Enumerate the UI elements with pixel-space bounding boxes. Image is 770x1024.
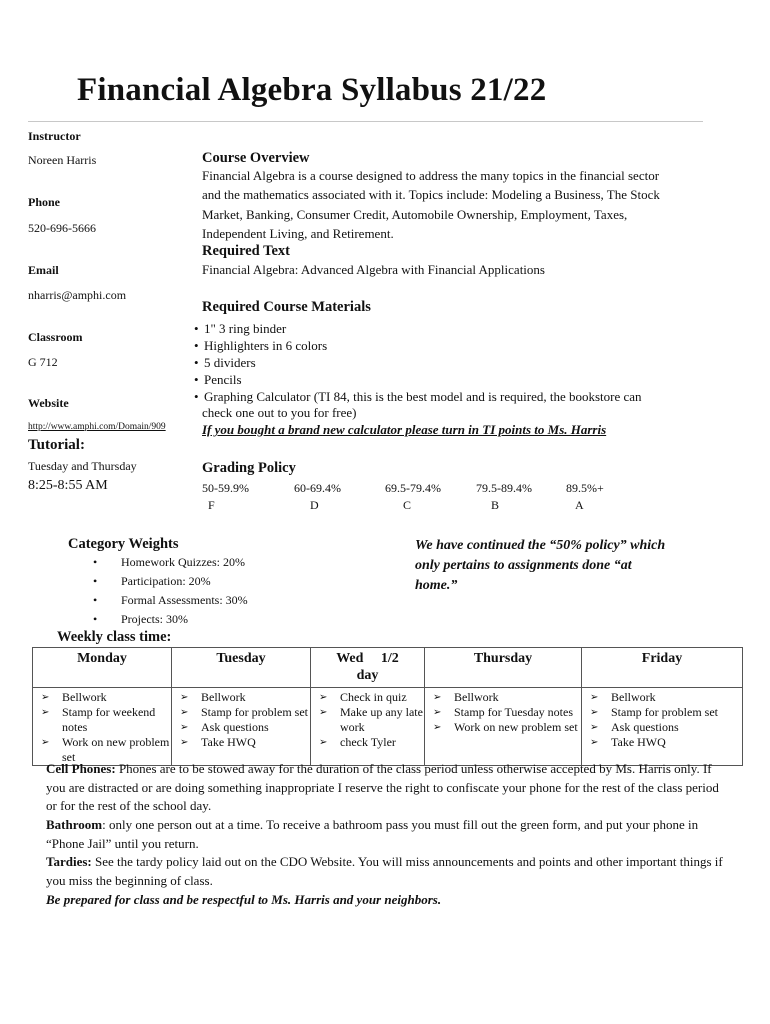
list-item: • Formal Assessments: 30% bbox=[68, 591, 368, 610]
grade-range: 69.5-79.4% bbox=[385, 481, 441, 495]
grading-heading: Grading Policy bbox=[202, 460, 296, 476]
overview-line: Market, Banking, Consumer Credit, Automobile Ownership, Employment, Taxes, bbox=[202, 206, 628, 222]
list-item: ➢ Stamp for weekend notes bbox=[33, 705, 171, 735]
tuesday-cell bbox=[172, 688, 311, 766]
bathroom-text: : only one person out at a time. To receive a bathroom pass you must fill out the green form, and put your phone in “Phone Jail” until you return. bbox=[46, 817, 699, 851]
tardy-policy bbox=[46, 853, 726, 890]
list-item: • Pencils bbox=[194, 371, 714, 388]
required-text-heading: Required Text bbox=[202, 243, 290, 259]
required-text-value: Financial Algebra: Advanced Algebra with Financial Applications bbox=[202, 262, 545, 277]
weekly-heading: Weekly class time: bbox=[57, 629, 172, 645]
grade-range: 60-69.4% bbox=[294, 481, 341, 495]
category-heading: Category Weights bbox=[68, 536, 179, 552]
page-title: Financial Algebra Syllabus 21/22 bbox=[77, 72, 547, 108]
grade-letter: F bbox=[208, 498, 215, 512]
list-item: ➢ Make up any late work bbox=[311, 705, 424, 735]
overview-heading: Course Overview bbox=[202, 150, 310, 166]
list-item: ➢ Check in quiz bbox=[311, 690, 424, 705]
list-item: • Graphing Calculator (TI 84, this is the best model and is required, the bookstore can bbox=[194, 388, 714, 405]
list-item: • 5 dividers bbox=[194, 354, 714, 371]
instructor-label: Instructor bbox=[28, 129, 81, 143]
cell-phone-policy bbox=[46, 760, 726, 816]
day-header-thursday: Thursday bbox=[425, 648, 582, 688]
bathroom-label: Bathroom bbox=[46, 817, 103, 832]
overview-line: and the mathematics associated with it. Topics include: Modeling a Business, The Stock bbox=[202, 187, 660, 203]
grade-letter: D bbox=[310, 498, 319, 512]
overview-line: Financial Algebra is a course designed to address the many topics in the financial sector bbox=[202, 168, 660, 183]
bathroom-policy bbox=[46, 816, 726, 853]
website-link[interactable]: http://www.amphi.com/Domain/909 bbox=[28, 422, 166, 432]
cell-phone-label: Cell Phones: bbox=[46, 761, 116, 776]
cell-phone-text: Phones are to be stowed away for the duration of the class period unless otherwise accepted by Ms. Harris only. If you are distracted or are doing something inappropriate I reserve the right to confiscate your phone for the rest of the class period or for the rest of the school day. bbox=[46, 761, 719, 813]
grading-table bbox=[0, 481, 770, 517]
phone-value: 520-696-5666 bbox=[28, 221, 96, 235]
tutorial-days: Tuesday and Thursday bbox=[28, 459, 137, 473]
overview-line: Independent Living, and Retirement. bbox=[202, 225, 394, 241]
list-item: ➢ Take HWQ bbox=[172, 735, 310, 750]
thursday-cell bbox=[425, 688, 582, 766]
category-list bbox=[68, 553, 368, 629]
table-header-row bbox=[33, 648, 743, 688]
weekly-schedule-table bbox=[32, 647, 743, 766]
list-item: ➢ Work on new problem set bbox=[33, 735, 171, 765]
title-divider bbox=[28, 121, 703, 122]
grade-range: 79.5-89.4% bbox=[476, 481, 532, 495]
list-item: ➢ Stamp for problem set bbox=[582, 705, 742, 720]
day-header-tuesday: Tuesday bbox=[172, 648, 311, 688]
tardy-label: Tardies: bbox=[46, 854, 92, 869]
monday-cell bbox=[33, 688, 172, 766]
classroom-value: G 712 bbox=[28, 355, 58, 369]
grade-letter: B bbox=[491, 498, 500, 512]
list-item: ➢ Ask questions bbox=[172, 720, 310, 735]
tardy-text: See the tardy policy laid out on the CDO Website. You will miss announcements and points and other important things if you miss the beginning of class. bbox=[46, 854, 723, 888]
day-header-wednesday: Wed 1/2 day bbox=[311, 648, 425, 688]
email-label: Email bbox=[28, 263, 59, 277]
materials-heading: Required Course Materials bbox=[202, 299, 371, 315]
list-item: ➢ Take HWQ bbox=[582, 735, 742, 750]
fifty-percent-policy bbox=[415, 536, 665, 596]
list-item: ➢ Bellwork bbox=[425, 690, 581, 705]
closing-statement: Be prepared for class and be respectful to Ms. Harris and your neighbors. bbox=[46, 892, 442, 907]
list-item: • Participation: 20% bbox=[68, 572, 368, 591]
day-header-monday: Monday bbox=[33, 648, 172, 688]
policy-line: only pertains to assignments done “at bbox=[415, 558, 632, 573]
website-label: Website bbox=[28, 396, 69, 410]
materials-list bbox=[194, 320, 714, 405]
phone-label: Phone bbox=[28, 195, 61, 209]
grade-range: 89.5%+ bbox=[566, 481, 604, 495]
materials-continuation: check one out to you for free) bbox=[202, 405, 357, 420]
policy-line: home.” bbox=[415, 578, 458, 593]
overview-text bbox=[202, 166, 722, 243]
calculator-note: If you bought a brand new calculator please turn in TI points to Ms. Harris bbox=[202, 422, 607, 437]
tutorial-time: 8:25-8:55 AM bbox=[28, 478, 108, 493]
list-item: ➢ Bellwork bbox=[172, 690, 310, 705]
list-item: • Projects: 30% bbox=[68, 610, 368, 629]
email-value: nharris@amphi.com bbox=[28, 288, 127, 302]
list-item: ➢ Ask questions bbox=[582, 720, 742, 735]
list-item: • 1" 3 ring binder bbox=[194, 320, 714, 337]
grade-letter: C bbox=[403, 498, 412, 512]
friday-cell bbox=[582, 688, 743, 766]
list-item: ➢ Bellwork bbox=[33, 690, 171, 705]
classroom-label: Classroom bbox=[28, 330, 83, 344]
list-item: ➢ Stamp for problem set bbox=[172, 705, 310, 720]
tutorial-label: Tutorial: bbox=[28, 437, 85, 453]
list-item: ➢ Work on new problem set bbox=[425, 720, 581, 735]
list-item: ➢ Stamp for Tuesday notes bbox=[425, 705, 581, 720]
day-header-friday: Friday bbox=[582, 648, 743, 688]
list-item: ➢ check Tyler bbox=[311, 735, 424, 750]
list-item: • Homework Quizzes: 20% bbox=[68, 553, 368, 572]
list-item: ➢ Bellwork bbox=[582, 690, 742, 705]
list-item: • Highlighters in 6 colors bbox=[194, 337, 714, 354]
instructor-name: Noreen Harris bbox=[28, 153, 97, 167]
grade-range: 50-59.9% bbox=[202, 481, 249, 495]
grade-letter: A bbox=[575, 498, 584, 512]
policy-line: We have continued the “50% policy” which bbox=[415, 538, 666, 553]
wednesday-cell bbox=[311, 688, 425, 766]
table-row bbox=[33, 688, 743, 766]
